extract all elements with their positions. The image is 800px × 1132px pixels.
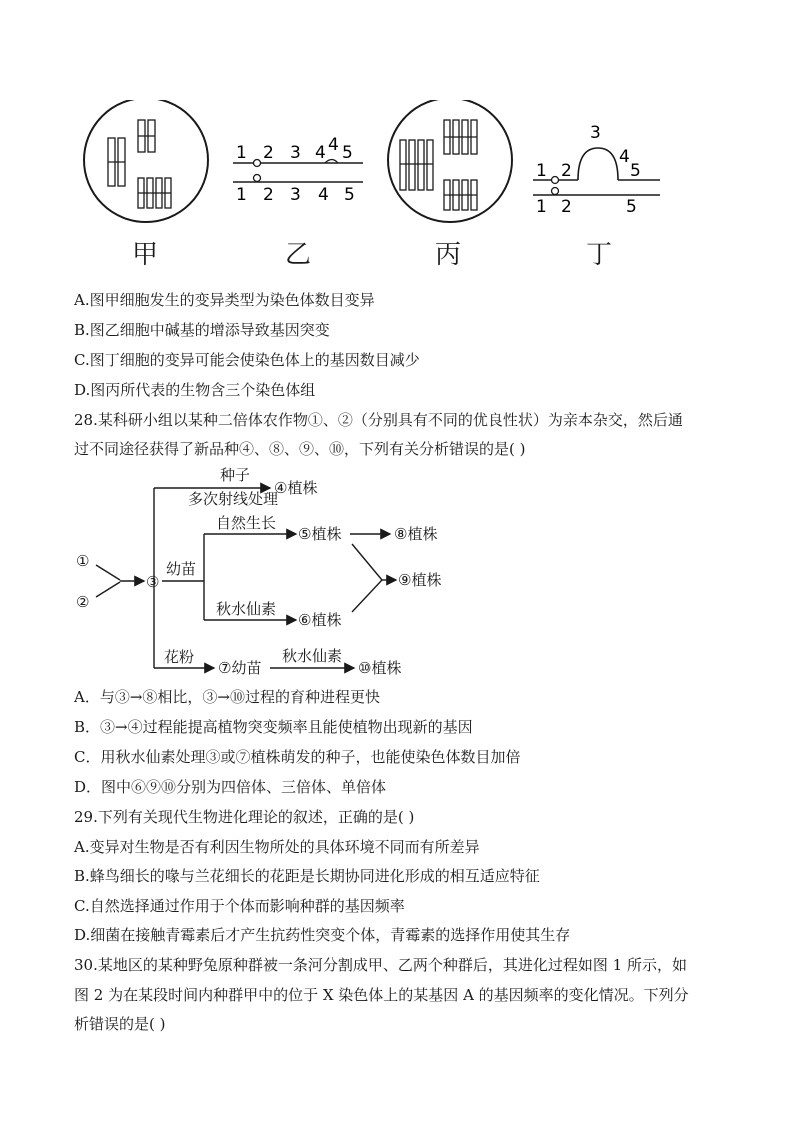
ding-upper-5: 5: [630, 161, 641, 181]
label-colchicine-1: 秋水仙素: [216, 600, 277, 618]
breeding-diagram: [70, 462, 450, 687]
yi-upper-4a: 4: [315, 143, 326, 163]
label-seed: 种子: [220, 466, 251, 484]
chromosome-yi: [233, 135, 363, 205]
breeding-diagram-svg: [70, 462, 450, 687]
label-bing: 丙: [435, 240, 462, 270]
chromosome-figures-svg: [70, 100, 690, 230]
q27-option-d: D.图丙所代表的生物含三个染色体组: [74, 381, 316, 399]
yi-lower-1: 1: [236, 185, 247, 205]
q28-stem-1: 28.某科研小组以某种二倍体农作物①、②（分别具有不同的优良性状）为亲本杂交，然后通: [74, 411, 683, 429]
yi-lower-2: 2: [263, 185, 274, 205]
ding-upper-4: 4: [619, 147, 630, 167]
label-yi: 乙: [285, 240, 312, 270]
q29-stem: 29.下列有关现代生物进化理论的叙述，正确的是( ): [74, 808, 415, 826]
ding-lower-1: 1: [536, 197, 547, 217]
ding-lower-5: 5: [626, 197, 637, 217]
cell-bing: [388, 100, 512, 222]
cell-jia: [84, 100, 208, 222]
q27-option-a: A.图甲细胞发生的变异类型为染色体数目变异: [74, 291, 375, 309]
q29-option-c: C.自然选择通过作用于个体而影响种群的基因频率: [74, 897, 405, 915]
node-parent-2: ②: [76, 593, 90, 611]
chromosome-figures: [70, 100, 690, 270]
chromosome-ding: [533, 123, 660, 217]
node-plant-4: ④植株: [274, 479, 318, 497]
label-radiation: 多次射线处理: [188, 490, 279, 508]
label-seedling: 幼苗: [166, 560, 197, 578]
yi-upper-5: 5: [342, 143, 353, 163]
yi-lower-3: 3: [290, 185, 301, 205]
yi-lower-5: 5: [344, 185, 355, 205]
q30-line-1: 30.某地区的某种野兔原种群被一条河分割成甲、乙两个种群后，其进化过程如图 1 所示，如: [74, 956, 687, 974]
label-colchicine-2: 秋水仙素: [282, 647, 343, 665]
ding-lower-2: 2: [561, 197, 572, 217]
q28-stem-2: 过不同途径获得了新品种④、⑧、⑨、⑩，下列有关分析错误的是( ): [74, 440, 526, 458]
q27-option-b: B.图乙细胞中碱基的增添导致基因突变: [74, 321, 330, 339]
yi-upper-4b: 4: [328, 135, 339, 155]
label-jia: 甲: [132, 240, 159, 270]
q29-option-d: D.细菌在接触青霉素后才产生抗药性突变个体，青霉素的选择作用使其生存: [74, 926, 571, 944]
q28-option-a: A．与③→⑧相比，③→⑩过程的育种进程更快: [74, 688, 380, 706]
q30-line-3: 析错误的是( ): [74, 1015, 166, 1033]
node-seedling-7: ⑦幼苗: [218, 659, 262, 677]
q29-option-a: A.变异对生物是否有利因生物所处的具体环境不同而有所差异: [74, 838, 480, 856]
yi-lower-4: 4: [318, 185, 329, 205]
yi-upper-1: 1: [236, 143, 247, 163]
node-plant-6: ⑥植株: [298, 611, 342, 629]
label-pollen: 花粉: [164, 648, 195, 666]
q28-option-c: C．用秋水仙素处理③或⑦植株萌发的种子，也能使染色体数目加倍: [74, 748, 521, 766]
ding-upper-1: 1: [536, 161, 547, 181]
ding-loop-3: 3: [590, 123, 601, 143]
q29-option-b: B.蜂鸟细长的喙与兰花细长的花距是长期协同进化形成的相互适应特征: [74, 867, 540, 885]
ding-upper-2: 2: [561, 161, 572, 181]
q28-option-d: D．图中⑥⑨⑩分别为四倍体、三倍体、单倍体: [74, 778, 387, 796]
node-plant-8: ⑧植株: [394, 525, 438, 543]
node-hybrid-3: ③: [146, 573, 160, 591]
q27-option-c: C.图丁细胞的变异可能会使染色体上的基因数目减少: [74, 351, 420, 369]
label-natural-growth: 自然生长: [216, 514, 277, 532]
yi-upper-3: 3: [290, 143, 301, 163]
node-parent-1: ①: [76, 552, 90, 570]
node-plant-9: ⑨植株: [398, 571, 442, 589]
yi-upper-2: 2: [263, 143, 274, 163]
node-plant-10: ⑩植株: [358, 659, 402, 677]
q30-line-2: 图 2 为在某段时间内种群甲中的位于 X 染色体上的某基因 A 的基因频率的变化情况。下列分: [74, 986, 689, 1004]
q28-option-b: B．③→④过程能提高植物突变频率且能使植物出现新的基因: [74, 718, 473, 736]
label-ding: 丁: [586, 240, 613, 270]
node-plant-5: ⑤植株: [298, 525, 342, 543]
